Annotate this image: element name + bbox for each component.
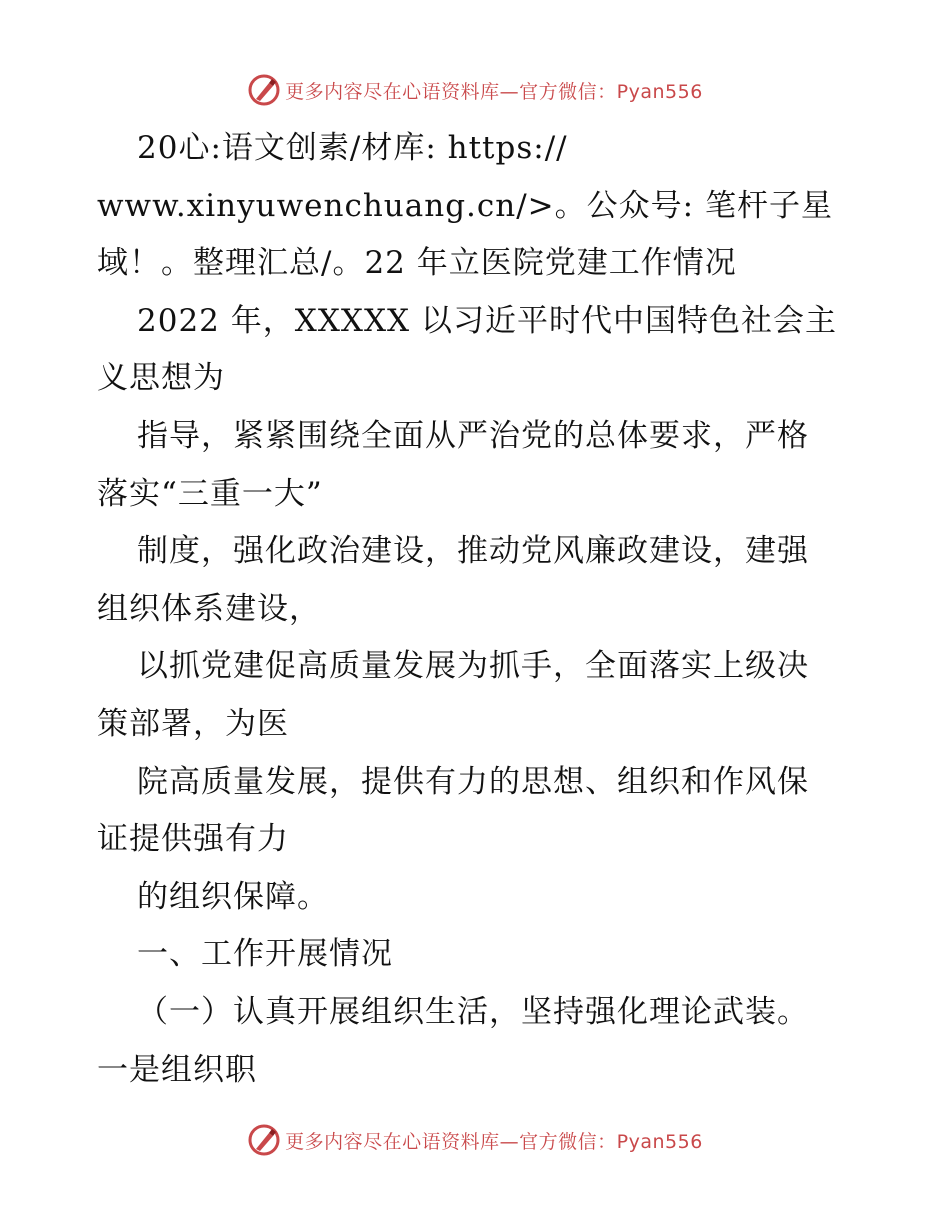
footer-watermark [0,1120,950,1160]
text-line: 策部署，为医 [97,705,289,742]
text-line: 20心:语文创素/材库: https:// [137,130,568,166]
text-line: 证提供强有力 [97,821,289,858]
text-line: 域！。整理汇总/。22 年立医院党建工作情况 [97,245,737,282]
pen-logo-icon [247,1123,281,1157]
document-body [97,120,857,1099]
subsection-heading: （一）认真开展组织生活，坚持强化理论武装。 [137,993,809,1030]
text-line: www.xinyuwenchuang.cn/>。公众号: 笔杆子星 [97,187,833,224]
text-line: 组织体系建设， [97,590,321,627]
text-line: 的组织保障。 [137,878,329,915]
text-line: 义思想为 [97,360,225,397]
watermark-text: 更多内容尽在心语资料库—官方微信：Pyan556 [285,80,703,103]
header-watermark [0,70,950,110]
text-line: 以抓党建促高质量发展为抓手，全面落实上级决 [137,648,809,685]
text-line: 指导，紧紧围绕全面从严治党的总体要求，严格 [137,417,809,454]
section-heading: 一、工作开展情况 [137,936,393,973]
text-line: 2022 年，XXXXX 以习近平时代中国特色社会主 [137,302,837,339]
watermark-text: 更多内容尽在心语资料库—官方微信：Pyan556 [285,1130,703,1153]
pen-logo-icon [247,73,281,107]
text-line: 院高质量发展，提供有力的思想、组织和作风保 [137,763,809,800]
text-line: 一是组织职 [97,1051,257,1088]
text-line: 制度，强化政治建设，推动党风廉政建设，建强 [137,533,809,570]
text-line: 落实“三重一大” [97,475,323,512]
